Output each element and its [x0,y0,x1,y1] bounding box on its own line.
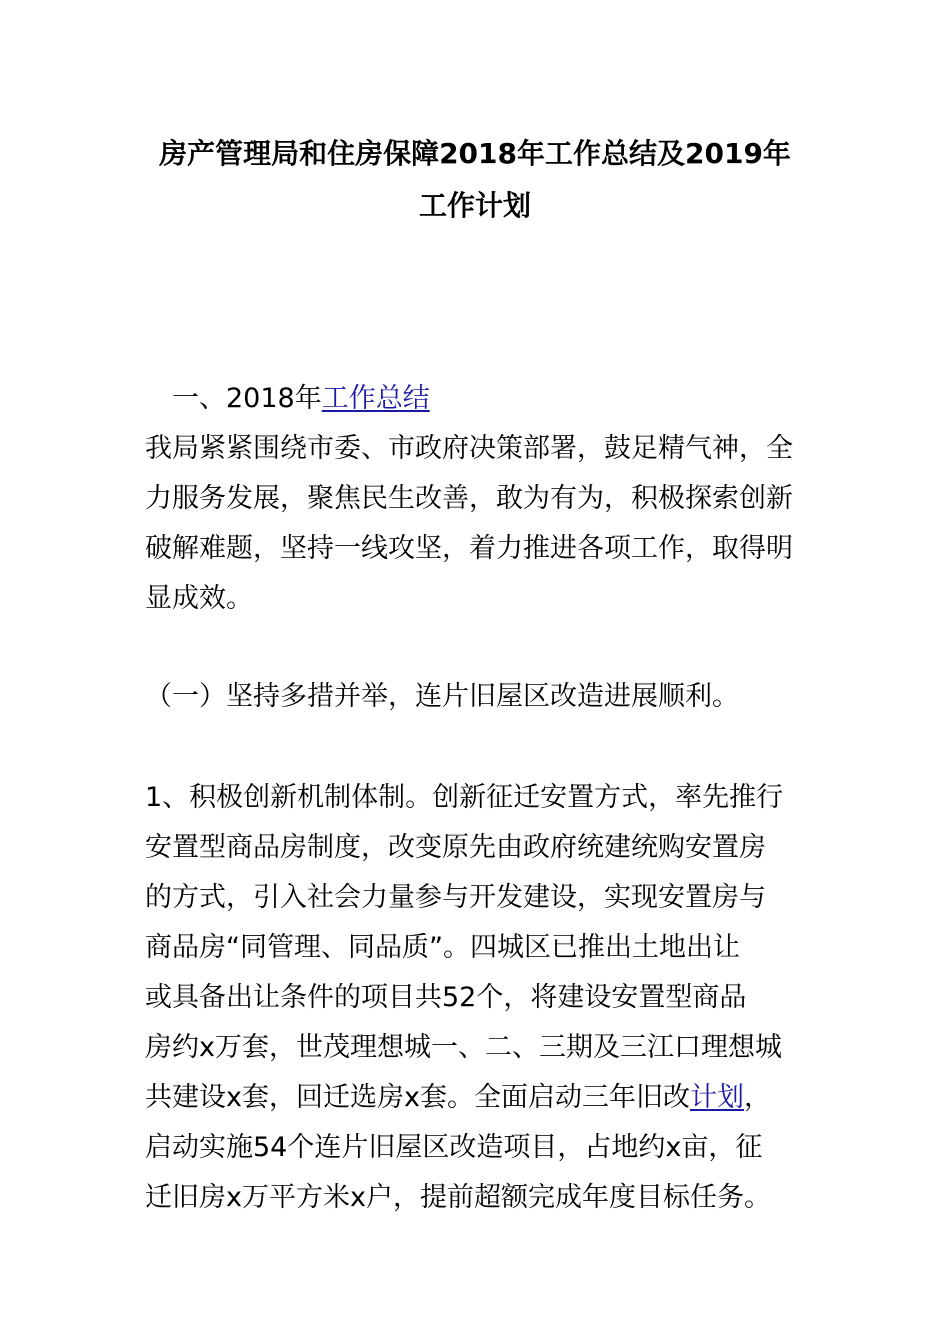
item1-line-7-text: 共建设x套，回迁选房x套。全面启动三年旧改 [145,1082,690,1113]
intro-line-1: 我局紧紧围绕市委、市政府决策部署，鼓足精气神，全 [145,433,793,464]
item1-line-9: 迁旧房x万平方米x户，提前超额完成年度目标任务。 [145,1182,771,1213]
item1-line-7 [145,1081,815,1115]
plan-link[interactable]: 计划 [689,1082,744,1113]
title-line-1: 房产管理局和住房保障2018年工作总结及2019年 [159,137,791,170]
document-title [120,132,830,228]
item1-line-8: 启动实施54个连片旧屋区改造项目，占地约x亩，征 [145,1132,763,1163]
intro-line-4: 显成效。 [145,583,253,614]
item1-line-6: 房约x万套，世茂理想城一、二、三期及三江口理想城 [145,1032,782,1063]
item1-line-5: 或具备出让条件的项目共52个，将建设安置型商品 [145,982,747,1013]
item1-line-7-comma: ， [743,1082,771,1113]
intro-line-3: 破解难题，坚持一线攻坚，着力推进各项工作，取得明 [145,533,793,564]
item1-line-4: 商品房“同管理、同品质”。四城区已推出土地出让 [145,932,740,963]
item1-line-2: 安置型商品房制度，改变原先由政府统建统购安置房 [145,832,766,863]
work-summary-link[interactable]: 工作总结 [321,383,430,414]
item1-line-1: 1、积极创新机制体制。创新征迁安置方式，率先推行 [145,782,784,813]
section-heading-1 [172,382,842,416]
intro-line-2: 力服务发展，聚焦民生改善，敢为有为，积极探索创新 [145,483,793,514]
subsection-heading-1: （一）坚持多措并举，连片旧屋区改造进展顺利。 [145,681,739,712]
section-heading-prefix: 一、2018年 [172,383,322,414]
title-line-2: 工作计划 [418,189,531,222]
item1-line-3: 的方式，引入社会力量参与开发建设，实现安置房与 [145,882,766,913]
